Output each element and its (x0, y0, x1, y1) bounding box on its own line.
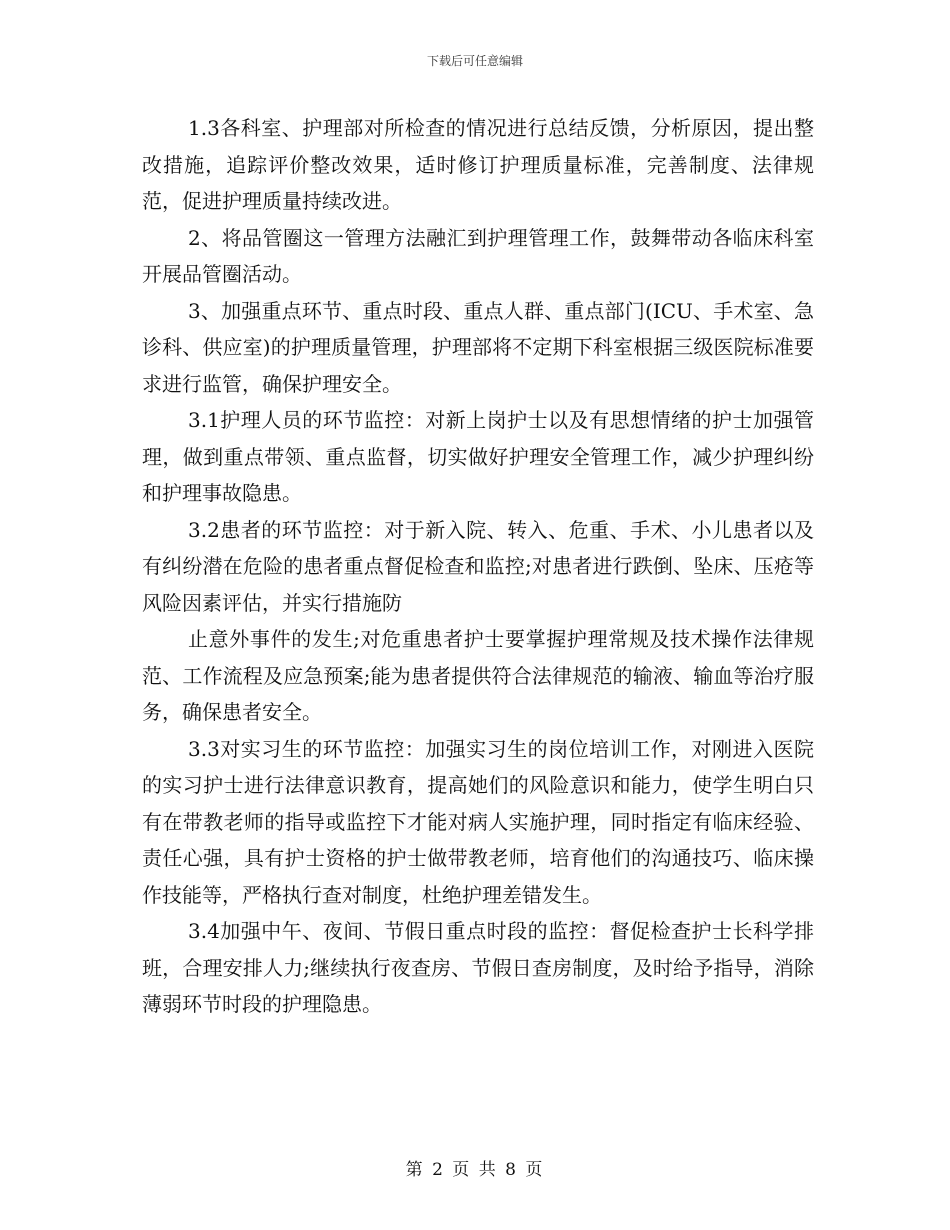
paragraph-1-3: 1.3各科室、护理部对所检查的情况进行总结反馈，分析原因，提出整改措施，追踪评价整改效果，适时修订护理质量标准，完善制度、法律规范，促进护理质量持续改进。 (142, 116, 814, 213)
paragraph-3: 3、加强重点环节、重点时段、重点人群、重点部门(ICU、手术室、急诊科、供应室)的护理质量管理，护理部将不定期下科室根据三级医院标准要求进行监管，确保护理安全。 (142, 298, 814, 396)
paragraph-3-1: 3.1护理人员的环节监控：对新上岗护士以及有思想情绪的护士加强管理，做到重点带领、重点监督，切实做好护理安全管理工作，减少护理纠纷和护理事故隐患。 (142, 408, 814, 505)
document-body (142, 110, 814, 1023)
paragraph-3-2-continued: 止意外事件的发生;对危重患者护士要掌握护理常规及技术操作法律规范、工作流程及应急预案;能为患者提供符合法律规范的输液、输血等治疗服务，确保患者安全。 (142, 627, 814, 724)
paragraph-2: 2、将品管圈这一管理方法融汇到护理管理工作，鼓舞带动各临床科室开展品管圈活动。 (142, 225, 814, 286)
paragraph-3-3: 3.3对实习生的环节监控：加强实习生的岗位培训工作，对刚进入医院的实习护士进行法律意识教育，提高她们的风险意识和能力，使学生明白只有在带教老师的指导或监控下才能对病人实施护理，同时指定有临床经验、责任心强，具有护士资格的护士做带教老师，培育他们的沟通技巧、临床操作技能等，严格执行查对制度，杜绝护理差错发生。 (142, 736, 814, 907)
page-number: 第 2 页 共 8 页 (405, 1160, 545, 1180)
header-note: 下载后可任意编辑 (426, 54, 523, 68)
paragraph-3-4: 3.4加强中午、夜间、节假日重点时段的监控：督促检查护士长科学排班，合理安排人力;继续执行夜查房、节假日查房制度，及时给予指导，消除薄弱环节时段的护理隐患。 (142, 919, 814, 1016)
paragraph-3-2: 3.2患者的环节监控：对于新入院、转入、危重、手术、小儿患者以及有纠纷潜在危险的患者重点督促检查和监控;对患者进行跌倒、坠床、压疮等风险因素评估，并实行措施防 (142, 517, 814, 615)
